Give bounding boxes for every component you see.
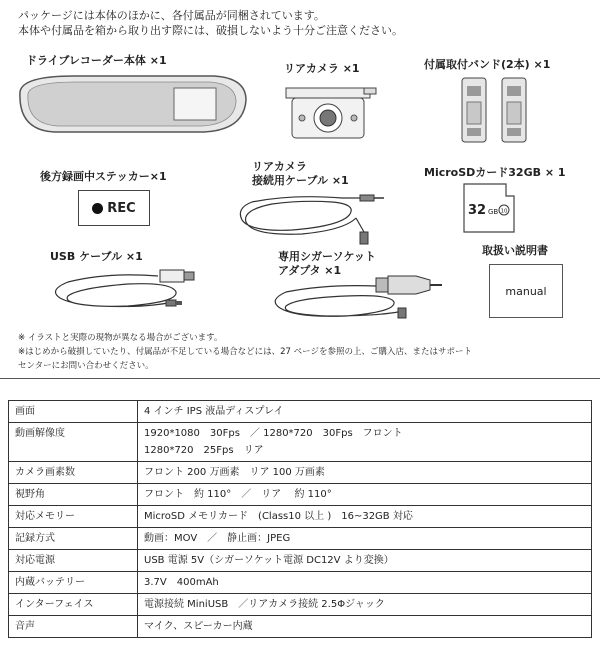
note-2: ※はじめから破損していたり、付属品が不足している場合などには、27 ページを参照の上、ご購入店、またはサポート — [18, 347, 472, 357]
spec-value-multi — [138, 423, 592, 462]
spec-label: 音声 — [9, 616, 138, 638]
spec-value: 3.7V 400mAh — [138, 572, 592, 594]
usb-cable-illustration — [48, 262, 198, 316]
band-illustration — [458, 76, 536, 146]
spec-value: フロント 約 110° ／ リア 約 110° — [138, 484, 592, 506]
spec-value: 1280*720 25Fps リア — [144, 445, 264, 456]
label-sticker: 後方録画中ステッカー×1 — [40, 170, 167, 183]
spec-label: インターフェイス — [9, 594, 138, 616]
label-cigar-2: アダプタ ×1 — [278, 264, 342, 277]
spec-label: 内蔵バッテリー — [9, 572, 138, 594]
spec-value: マイク、スピーカー内蔵 — [138, 616, 592, 638]
label-sd-card: MicroSDカード32GB × 1 — [424, 166, 566, 179]
spec-label: カメラ画素数 — [9, 462, 138, 484]
table-row — [9, 401, 592, 423]
table-row — [9, 506, 592, 528]
cigar-adapter-illustration — [266, 266, 446, 324]
spec-value: USB 電源 5V（シガーソケット電源 DC12V より変換） — [138, 550, 592, 572]
label-usb-cable: USB ケーブル ×1 — [50, 250, 143, 263]
intro-line-2: 本体や付属品を箱から取り出す際には、破損しないよう十分ご注意ください。 — [18, 24, 403, 37]
spec-label: 動画解像度 — [9, 423, 138, 462]
spec-value: 電源接続 MiniUSB ／リアカメラ接続 2.5Φジャック — [138, 594, 592, 616]
table-row — [9, 462, 592, 484]
sd-card-illustration — [462, 182, 522, 234]
spec-value: 4 インチ IPS 液晶ディスプレイ — [138, 401, 592, 423]
label-cigar-1: 専用シガーソケット — [278, 250, 376, 263]
rec-sticker — [78, 190, 150, 226]
intro-text — [18, 8, 403, 38]
spec-table — [8, 400, 592, 638]
table-row — [9, 594, 592, 616]
notes — [18, 331, 588, 373]
rear-camera-illustration — [278, 78, 388, 146]
spec-label: 画面 — [9, 401, 138, 423]
table-row — [9, 550, 592, 572]
spec-label: 視野角 — [9, 484, 138, 506]
manual-illustration — [489, 264, 563, 318]
spec-label: 対応メモリー — [9, 506, 138, 528]
sd-class: 10 — [500, 208, 508, 215]
note-3: センターにお問い合わせください。 — [18, 361, 154, 371]
spec-value: MicroSD メモリカード (Class10 以上 ) 16~32GB 対応 — [138, 506, 592, 528]
label-rear-camera: リアカメラ ×1 — [284, 62, 360, 75]
intro-line-1: パッケージには本体のほかに、各付属品が同梱されています。 — [18, 9, 325, 22]
record-dot-icon — [92, 203, 103, 214]
spec-value: フロント 200 万画素 リア 100 万画素 — [138, 462, 592, 484]
table-row — [9, 423, 592, 462]
table-row — [9, 616, 592, 638]
mirror-recorder-illustration — [14, 72, 250, 138]
label-band: 付属取付バンド(2本) ×1 — [424, 58, 551, 71]
manual-text: manual — [505, 284, 547, 298]
label-recorder: ドライブレコーダー本体 ×1 — [26, 54, 167, 67]
sd-unit: GB — [488, 208, 499, 216]
note-1: ※ イラストと実際の現物が異なる場合がございます。 — [18, 333, 223, 343]
rec-sticker-text: REC — [107, 200, 136, 216]
spec-label: 記録方式 — [9, 528, 138, 550]
label-rear-cable-1: リアカメラ — [252, 160, 307, 173]
spec-value: 動画：MOV ／ 静止画：JPEG — [138, 528, 592, 550]
table-row — [9, 528, 592, 550]
divider — [0, 378, 600, 379]
label-rear-cable-2: 接続用ケーブル ×1 — [252, 174, 349, 187]
table-row — [9, 572, 592, 594]
rear-cable-illustration — [232, 188, 388, 248]
label-manual: 取扱い説明書 — [482, 244, 548, 257]
spec-label: 対応電源 — [9, 550, 138, 572]
sd-capacity: 32 — [468, 203, 487, 218]
spec-value: 1920*1080 30Fps ／ 1280*720 30Fps フロント — [144, 428, 403, 439]
table-row — [9, 484, 592, 506]
